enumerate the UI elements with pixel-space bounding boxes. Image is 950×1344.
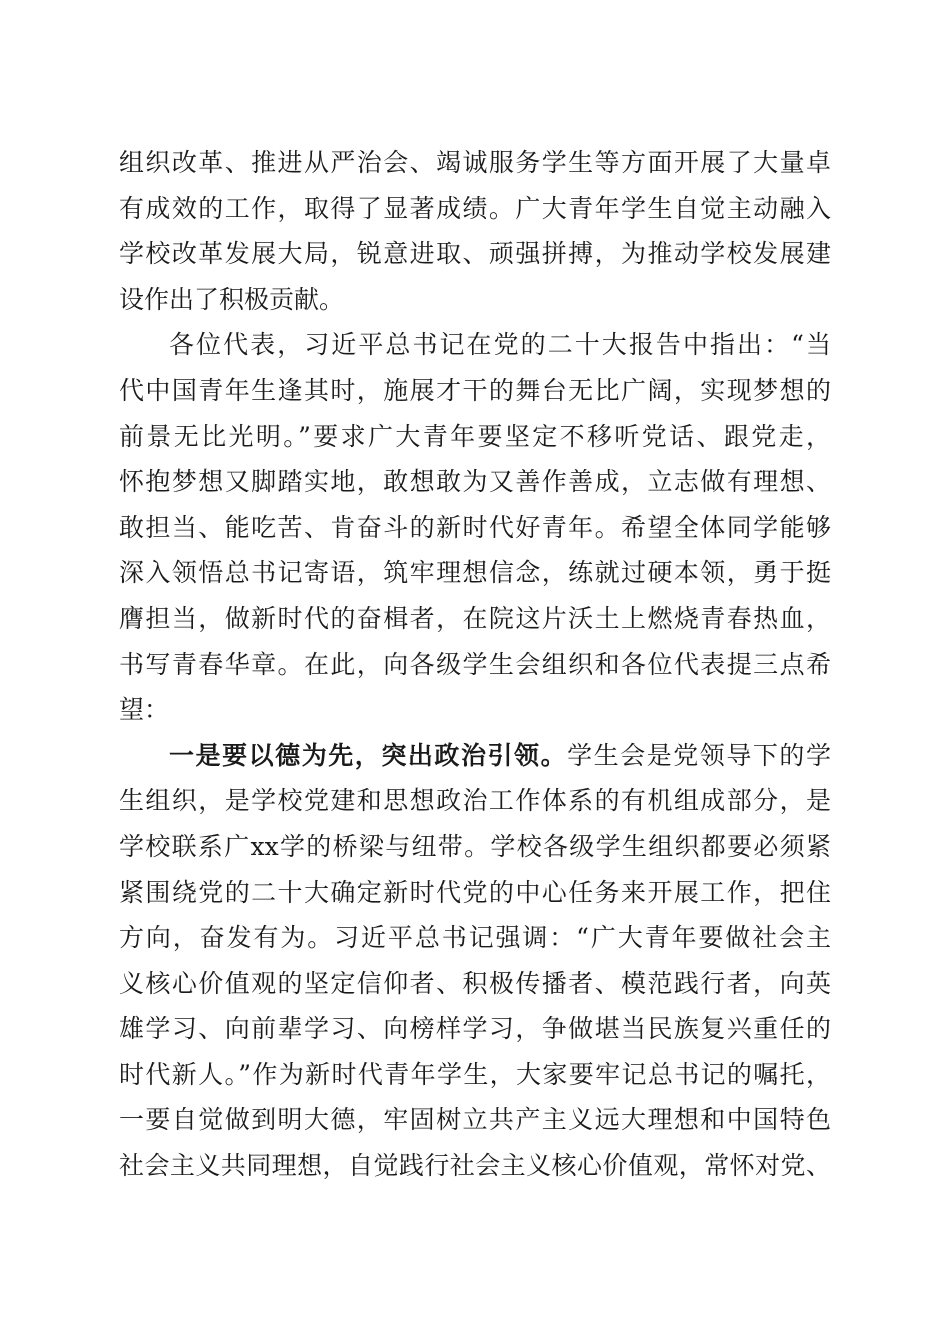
paragraph-3-line: 社会主义共同理想，自觉践行社会主义核心价值观，常怀对党、 <box>119 1151 831 1181</box>
paragraph-2-line: 敢担当、能吃苦、肯奋斗的新时代好青年。希望全体同学能够 <box>119 512 831 542</box>
paragraph-3-heading: 一是要以德为先，突出政治引领。 <box>169 740 568 770</box>
paragraph-1-line: 学校改革发展大局，锐意进取、顽强拼搏，为推动学校发展建 <box>119 239 831 269</box>
paragraph-3-line: 雄学习、向前辈学习、向榜样学习，争做堪当民族复兴重任的 <box>119 1014 831 1044</box>
paragraph-3-line: 紧围绕党的二十大确定新时代党的中心任务来开展工作，把住 <box>119 877 831 907</box>
paragraph-3-line: 时代新人。”作为新时代青年学生，大家要牢记总书记的嘱托， <box>119 1059 831 1089</box>
paragraph-2-line: 书写青春华章。在此，向各级学生会组织和各位代表提三点希 <box>119 649 831 679</box>
paragraph-3-line: 义核心价值观的坚定信仰者、积极传播者、模范践行者，向英 <box>119 968 831 998</box>
paragraph-3-line: 方向，奋发有为。习近平总书记强调：“广大青年要做社会主 <box>119 923 831 953</box>
paragraph-2-line: 怀抱梦想又脚踏实地，敢想敢为又善作善成，立志做有理想、 <box>119 467 831 497</box>
paragraph-3-first-line-rest: 学生会是党领导下的学 <box>567 740 831 770</box>
paragraph-2-line: 代中国青年生逢其时，施展才干的舞台无比广阔，实现梦想的 <box>119 375 831 405</box>
paragraph-2-line: 望： <box>119 695 170 725</box>
paragraph-3-line: 生组织，是学校党建和思想政治工作体系的有机组成部分，是 <box>119 786 831 816</box>
paragraph-3-line: 一要自觉做到明大德，牢固树立共产主义远大理想和中国特色 <box>119 1105 831 1135</box>
paragraph-2-line: 各位代表，习近平总书记在党的二十大报告中指出：“当 <box>169 330 831 360</box>
paragraph-1-line: 组织改革、推进从严治会、竭诚服务学生等方面开展了大量卓 <box>119 148 831 177</box>
paragraph-2-line: 膺担当，做新时代的奋楫者，在院这片沃土上燃烧青春热血， <box>119 603 831 633</box>
paragraph-1-line: 有成效的工作，取得了显著成绩。广大青年学生自觉主动融入 <box>119 193 831 223</box>
paragraph-1-line: 设作出了积极贡献。 <box>119 284 345 314</box>
body-text <box>119 140 831 1189</box>
paragraph-3-first-line <box>119 733 831 779</box>
paragraph-2-line: 前景无比光明。”要求广大青年要坚定不移听党话、跟党走， <box>119 421 831 451</box>
paragraph-3-line: 学校联系广xx学的桥梁与纽带。学校各级学生组织都要必须紧 <box>119 831 831 861</box>
paragraph-2-line: 深入领悟总书记寄语，筑牢理想信念，练就过硬本领，勇于挺 <box>119 558 831 588</box>
